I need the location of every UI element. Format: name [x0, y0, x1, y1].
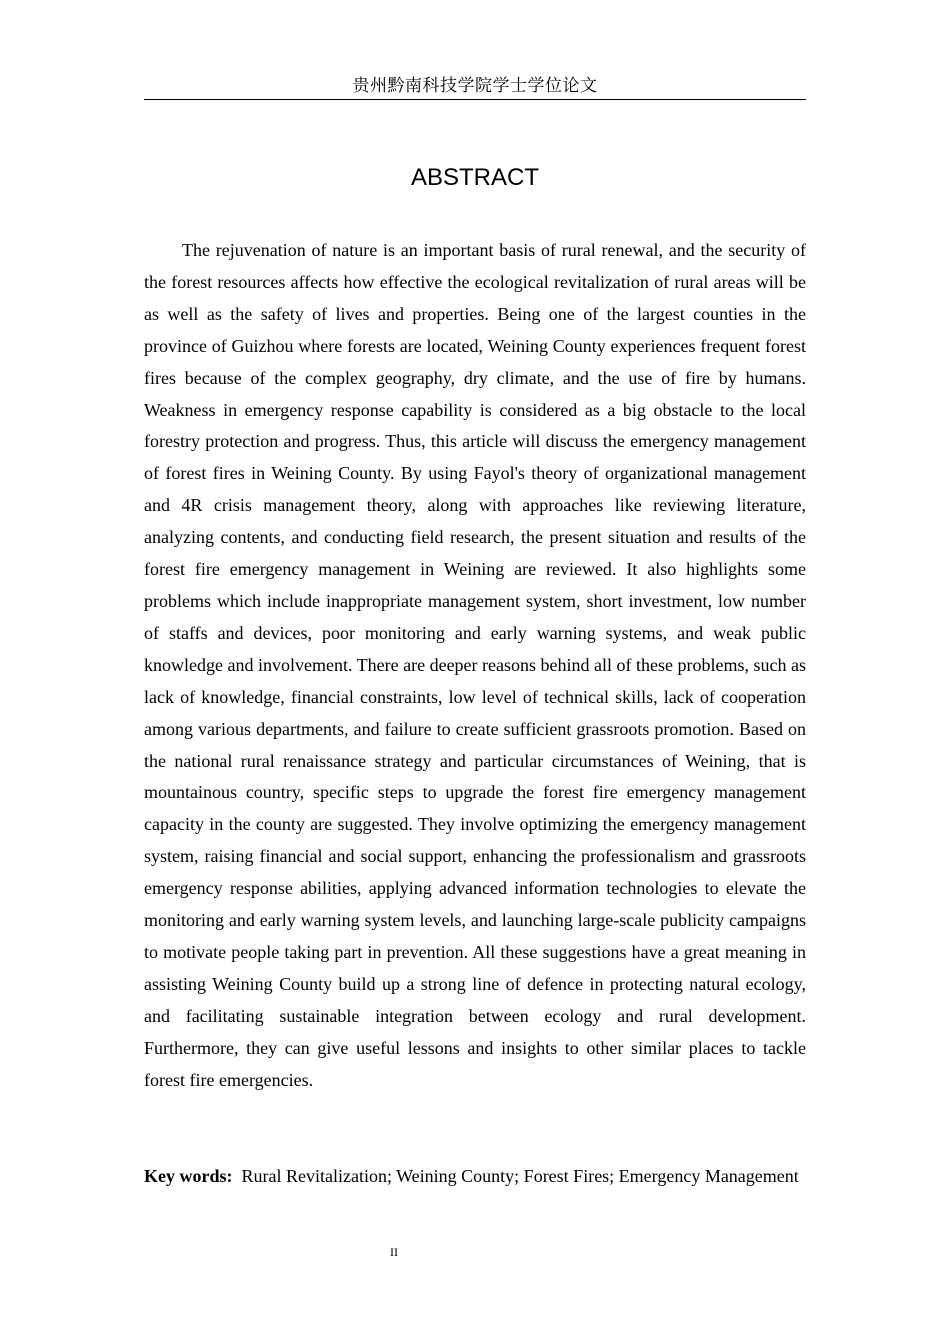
keywords-text: Rural Revitalization; Weining County; Forest Fires; Emergency Management	[241, 1166, 799, 1186]
page-header-title: 贵州黔南科技学院学士学位论文	[352, 76, 598, 96]
abstract-body: The rejuvenation of nature is an important basis of rural renewal, and the security of the forest resources affects how effective the ecological revitalization of rural areas will be as well as the safety of lives and properties. Being one of the largest counties in the province of Guizhou where forests are located, Weining County experiences frequent forest fires because of the complex geography, dry climate, and the use of fire by humans. Weakness in emergency response capability is considered as a big obstacle to the local forestry protection and progress. Thus, this article will discuss the emergency management of forest fires in Weining County. By using Fayol's theory of organizational management and 4R crisis management theory, along with approaches like reviewing literature, analyzing contents, and conducting field research, the present situation and results of the forest fire emergency management in Weining are reviewed. It also highlights some problems which include inappropriate management system, short investment, low number of staffs and devices, poor monitoring and early warning systems, and weak public knowledge and involvement. There are deeper reasons behind all of these problems, such as lack of knowledge, financial constraints, low level of technical skills, lack of cooperation among various departments, and failure to create sufficient grassroots promotion. Based on the national rural renaissance strategy and particular circumstances of Weining, that is mountainous country, specific steps to upgrade the forest fire emergency management capacity in the county are suggested. They involve optimizing the emergency management system, raising financial and social support, enhancing the professionalism and grassroots emergency response abilities, applying advanced information technologies to elevate the monitoring and early warning system levels, and launching large-scale publicity campaigns to motivate people taking part in prevention. All these suggestions have a great meaning in assisting Weining County build up a strong line of defence in protecting natural ecology, and facilitating sustainable integration between ecology and rural development. Furthermore, they can give useful lessons and insights to other similar places to tackle forest fire emergencies.	[144, 240, 806, 1090]
page-number: II	[390, 1245, 398, 1259]
header-rule	[144, 99, 806, 100]
keywords-paragraph	[144, 1160, 806, 1192]
abstract-heading: ABSTRACT	[410, 164, 539, 191]
keywords-label: Key words:	[144, 1166, 233, 1186]
